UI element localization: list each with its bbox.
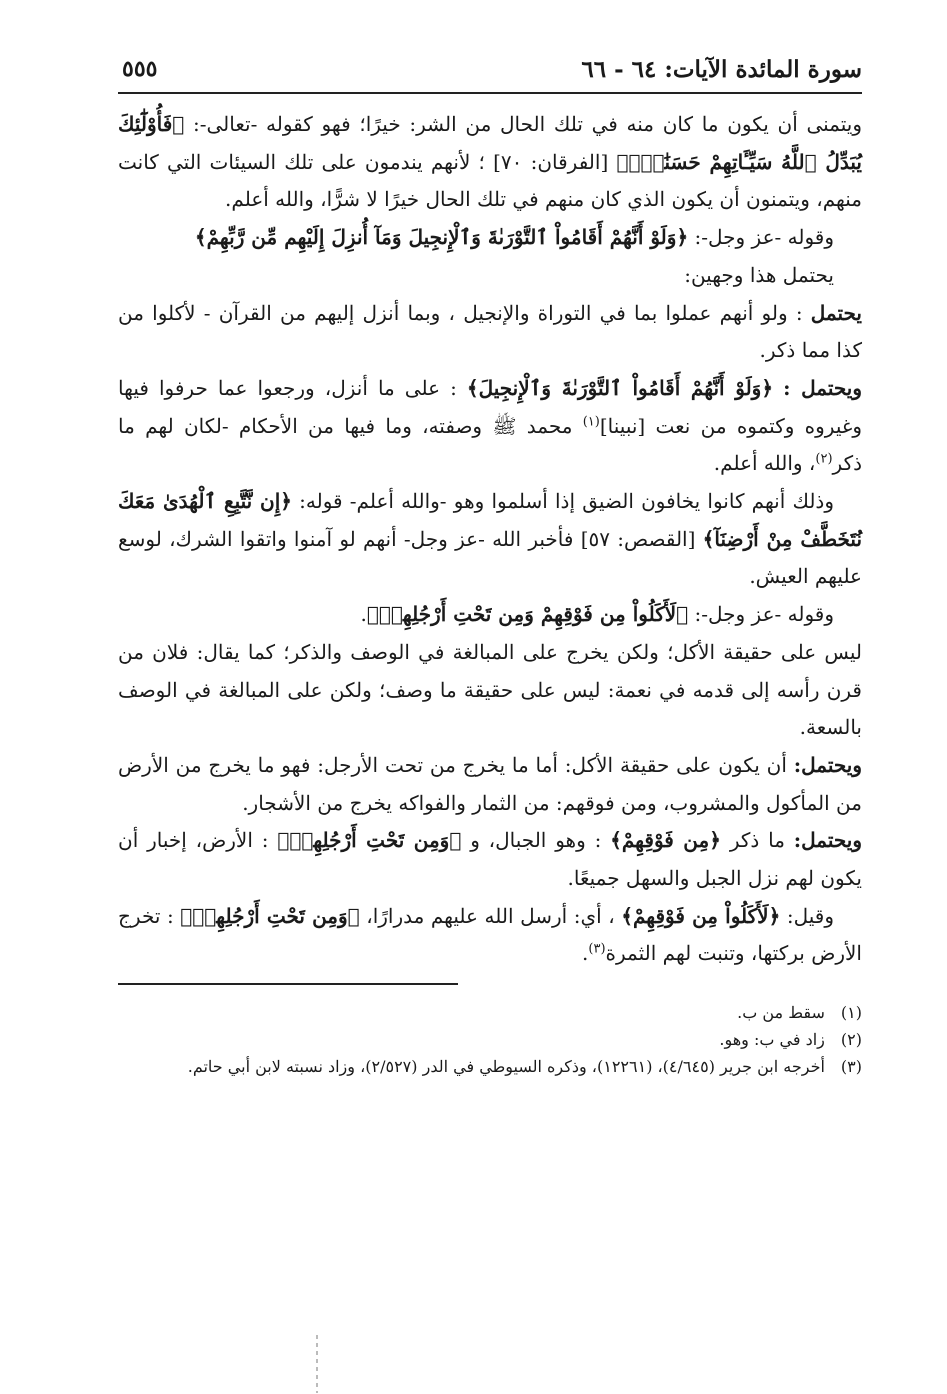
quran-quote: ﴿وَمِن تَحْتِ أَرْجُلِهِمۚ﴾ xyxy=(277,828,462,853)
quran-quote: ﴿وَمِن تَحْتِ أَرْجُلِهِمۚ﴾ xyxy=(180,903,360,928)
paragraph-2 xyxy=(118,219,862,257)
paragraph-text: ، أي: أرسل الله عليهم مدرارًا، xyxy=(366,903,615,928)
paragraph-text: : تخرج الأرض بركتها، وتنبت لهم الثمرة xyxy=(118,903,862,966)
running-header xyxy=(118,48,862,94)
footnote-ref[interactable]: (٢) xyxy=(815,451,833,467)
main-text xyxy=(118,94,862,973)
paragraph-8 xyxy=(118,634,862,747)
footnote-divider xyxy=(118,983,458,985)
quran-quote: ﴿وَلَوْ أَنَّهُمْ أَقَامُواْ ٱلتَّوْرَىٰةَ وَٱلْإِنجِيلَ﴾ xyxy=(466,375,774,400)
footnotes xyxy=(118,999,862,1080)
paragraph-text: وقوله -عز وجل-: xyxy=(694,602,834,627)
paragraph-text: يحتمل هذا وجهين: xyxy=(684,262,834,287)
paragraph-3 xyxy=(118,257,862,295)
paragraph-lead: ويحتمل: xyxy=(793,752,863,777)
paragraph-1 xyxy=(118,106,862,219)
paragraph-text: ويتمنى أن يكون ما كان منه في تلك الحال من الشر: خيرًا؛ فهو كقوله -تعالى-: xyxy=(193,112,862,136)
paragraph-text: [الفرقان: ٧٠] ؛ لأنهم يندمون على تلك السيئات التي كانت منهم، ويتمنون أن يكون الذي كان منهم في تلك الحال خيرًا لا شرًّا، والله أعلم. xyxy=(118,149,862,212)
paragraph-text: أن يكون على حقيقة الأكل: أما ما يخرج من تحت الأرجل: فهو ما يخرج من الأرض من المأكول والمشروب، ومن فوقهم: من الثمار والفواكه يخرج من الأشجار. xyxy=(118,752,862,815)
footnote-text: أخرجه ابن جرير (٤/٦٤٥)، (١٢٢٦١)، وذكره السيوطي في الدر (٢/٥٢٧)، وزاد نسبته لابن أبي حاتم. xyxy=(187,1057,825,1077)
quran-quote: ﴿لَأَكَلُواْ مِن فَوْقِهِمْ﴾ xyxy=(621,903,781,928)
paragraph-text: ، والله أعلم. xyxy=(713,451,816,476)
paragraph-9 xyxy=(118,747,862,822)
paragraph-lead: ويحتمل: xyxy=(793,828,863,853)
footnote-ref[interactable]: (٣) xyxy=(588,941,606,957)
quran-quote: ﴿لَأَكَلُواْ مِن فَوْقِهِمْ وَمِن تَحْتِ أَرْجُلِهِمۚ﴾ xyxy=(366,602,689,627)
paragraph-text: ليس على حقيقة الأكل؛ ولكن يخرج على المبالغة في الوصف والذكر؛ كما يقال: فلان من قرن رأسه إلى قدمه في نعمة: ليس على حقيقة ما وصف؛ ولكن على المبالغة في الوصف بالسعة. xyxy=(118,639,862,740)
paragraph-text: : ولو أنهم عملوا بما في التوراة والإنجيل ، وبما أنزل إليهم من القرآن - لأكلوا من كذا مما ذكر. xyxy=(118,300,862,363)
paragraph-text: : على ما أنزل، ورجعوا عما حرفوا فيها وغيروه وكتموه من نعت [نبينا] xyxy=(118,375,862,438)
paragraph-lead: ويحتمل : xyxy=(783,375,863,400)
footnote-number: (٢) xyxy=(840,1030,862,1050)
quran-quote: ﴿وَلَوْ أَنَّهُمْ أَقَامُواْ ٱلتَّوْرَىٰةَ وَٱلْإِنجِيلَ وَمَآ أُنزِلَ إِلَيْهِم مِّن رَّبِّهِمْ﴾ xyxy=(194,225,689,250)
paragraph-7 xyxy=(118,596,862,634)
footnote-item xyxy=(118,999,862,1026)
paragraph-text: : وهو الجبال، و xyxy=(470,828,602,853)
quran-quote: ﴿فَأُوْلَٰٓئِكَ يُبَدِّلُ ٱللَّهُ سَيِّـَٔاتِهِمْ حَسَنَٰتٍۗ﴾ xyxy=(118,112,862,174)
footnote-text: زاد في ب: وهو. xyxy=(719,1030,825,1050)
paragraph-text: محمد ﷺ وصفته، وما فيها من الأحكام -لكان لهم ما ذكر xyxy=(118,413,862,476)
page xyxy=(118,48,862,1080)
chapter-title: سورة المائدة الآيات: ٦٤ - ٦٦ xyxy=(581,56,862,83)
binding-mark xyxy=(316,1335,318,1393)
paragraph-4 xyxy=(118,295,862,370)
page-number: ٥٥٥ xyxy=(122,56,158,82)
footnote-ref[interactable]: (١) xyxy=(582,413,600,429)
paragraph-10 xyxy=(118,822,862,897)
paragraph-5 xyxy=(118,370,862,483)
paragraph-text: . xyxy=(360,602,367,627)
paragraph-text: . xyxy=(582,941,589,966)
paragraph-text: وقيل: xyxy=(786,903,834,928)
paragraph-lead: يحتمل xyxy=(810,300,863,325)
paragraph-11 xyxy=(118,898,862,973)
footnote-item xyxy=(118,1026,862,1053)
paragraph-text: [القصص: ٥٧] فأخبر الله -عز وجل- أنهم لو آمنوا واتقوا الشرك، لوسع عليهم العيش. xyxy=(118,526,862,589)
paragraph-text: وذلك أنهم كانوا يخافون الضيق إذا أسلموا وهو -والله أعلم- قوله: xyxy=(299,489,834,514)
footnote-number: (١) xyxy=(840,1003,862,1023)
quran-quote: ﴿مِن فَوْقِهِمْ﴾ xyxy=(610,828,721,853)
paragraph-text: : الأرض، إخبار أن يكون لهم نزل الجبل والسهل جميعًا. xyxy=(118,828,862,891)
footnote-number: (٣) xyxy=(840,1057,862,1077)
footnote-item xyxy=(118,1053,862,1080)
paragraph-text: وقوله -عز وجل-: xyxy=(694,225,834,250)
footnote-text: سقط من ب. xyxy=(737,1003,825,1023)
paragraph-6 xyxy=(118,483,862,596)
quran-quote: ﴿إِن نَّتَّبِعِ ٱلْهُدَىٰ مَعَكَ نُتَخَطَّفْ مِنْ أَرْضِنَآ﴾ xyxy=(118,489,863,551)
paragraph-text: ما ذكر xyxy=(729,828,785,853)
